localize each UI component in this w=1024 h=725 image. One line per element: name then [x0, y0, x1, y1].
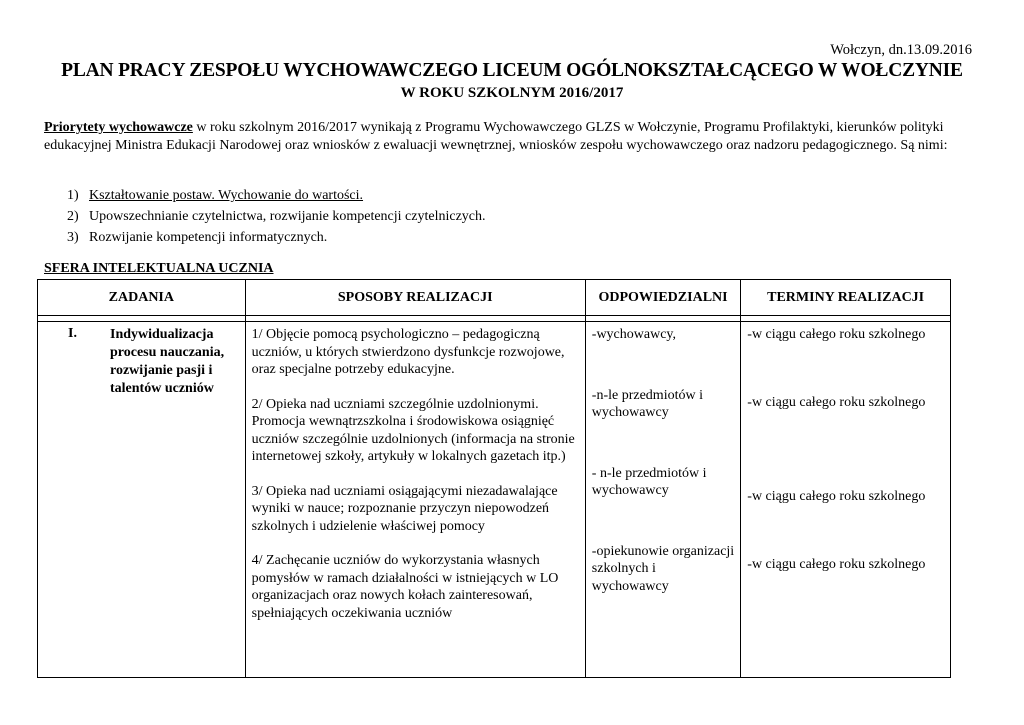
deadline-item: -w ciągu całego roku szkolnego [747, 489, 926, 504]
responsible-cell [585, 322, 741, 678]
priority-text: Rozwijanie kompetencji informatycznych. [89, 230, 328, 245]
header-responsible: ODPOWIEDZIALNI [585, 280, 741, 316]
priority-text: Kształtowanie postaw. Wychowanie do wartości. [89, 188, 364, 203]
priority-item [44, 227, 486, 248]
table-row [38, 322, 951, 678]
deadline-item: -w ciągu całego roku szkolnego [747, 394, 926, 410]
priority-number: 2) [67, 209, 79, 224]
priority-item [44, 206, 486, 227]
responsible-item: -wychowawcy, [591, 327, 677, 342]
place-date: Wołczyn, dn.13.09.2016 [830, 42, 972, 58]
method-item: 3/ Opieka nad uczniami osiągającymi niezadawalające wyniki w nauce; rozpoznanie przyczyn niepowodzeń szkolnych i udzielenie właściwej pomocy [251, 483, 558, 534]
method-item: 1/ Objęcie pomocą psychologiczno – pedagogiczną uczniów, u których stwierdzono dysfunkcje rozwojowe, oraz specjalne potrzeby edukacyjne. [251, 327, 565, 377]
table-header-row [38, 280, 951, 316]
document-title: PLAN PRACY ZESPOŁU WYCHOWAWCZEGO LICEUM OGÓLNOKSZTAŁCĄCEGO W WOŁCZYNIE [61, 60, 963, 81]
responsible-item: - n-le przedmiotów i wychowawcy [591, 465, 707, 498]
intro-text: w roku szkolnym 2016/2017 wynikają z Programu Wychowawczego GLZS w Wołczynie, Programu Profilaktyki, kierunków polityki edukacyjnej Ministra Edukacji Narodowej oraz wniosków z ewaluacji wewnętrznej, wniosków zespołu wychowawczego oraz nadzoru pedagogicznego. Są nimi: [44, 120, 948, 153]
plan-table [37, 279, 951, 678]
task-cell [38, 322, 246, 678]
priorities-list [44, 185, 486, 248]
responsible-item: -n-le przedmiotów i wychowawcy [591, 387, 703, 420]
deadlines-cell [741, 322, 951, 678]
header-tasks: ZADANIA [38, 280, 246, 316]
priority-number: 3) [67, 230, 79, 245]
document-subtitle: W ROKU SZKOLNYM 2016/2017 [400, 85, 624, 101]
responsible-item: -opiekunowie organizacji szkolnych i wychowawcy [591, 543, 735, 594]
method-item: 2/ Opieka nad uczniami szczególnie uzdolnionymi. Promocja wewnątrzszkolna i środowiskowa osiągnięć uczniów szczególnie uzdolnionych (informacja na stronie internetowej szkoły, artykuły w lokalnych gazetach itp.) [251, 396, 575, 464]
deadline-item: -w ciągu całego roku szkolnego [747, 556, 926, 572]
sphere-heading: SFERA INTELEKTUALNA UCZNIA [44, 261, 274, 276]
deadline-item: -w ciągu całego roku szkolnego [747, 327, 926, 342]
header-deadlines: TERMINY REALIZACJI [741, 280, 951, 316]
method-item: 4/ Zachęcanie uczniów do wykorzystania własnych pomysłów w ramach działalności w istniejących w LO organizacjach oraz nowych kołach zainteresowań, spełniających oczekiwania uczniów [251, 553, 559, 621]
priority-item [44, 185, 486, 206]
header-methods: SPOSOBY REALIZACJI [245, 280, 585, 316]
task-name: Indywidualizacja procesu nauczania, rozwijanie pasji i talentów uczniów [110, 327, 225, 396]
priority-text: Upowszechnianie czytelnictwa, rozwijanie kompetencji czytelniczych. [89, 209, 486, 224]
priority-number: 1) [67, 188, 79, 203]
intro-lead: Priorytety wychowawcze [44, 120, 193, 135]
methods-cell [245, 322, 585, 678]
intro-paragraph [44, 119, 984, 155]
task-number: I. [68, 326, 77, 341]
